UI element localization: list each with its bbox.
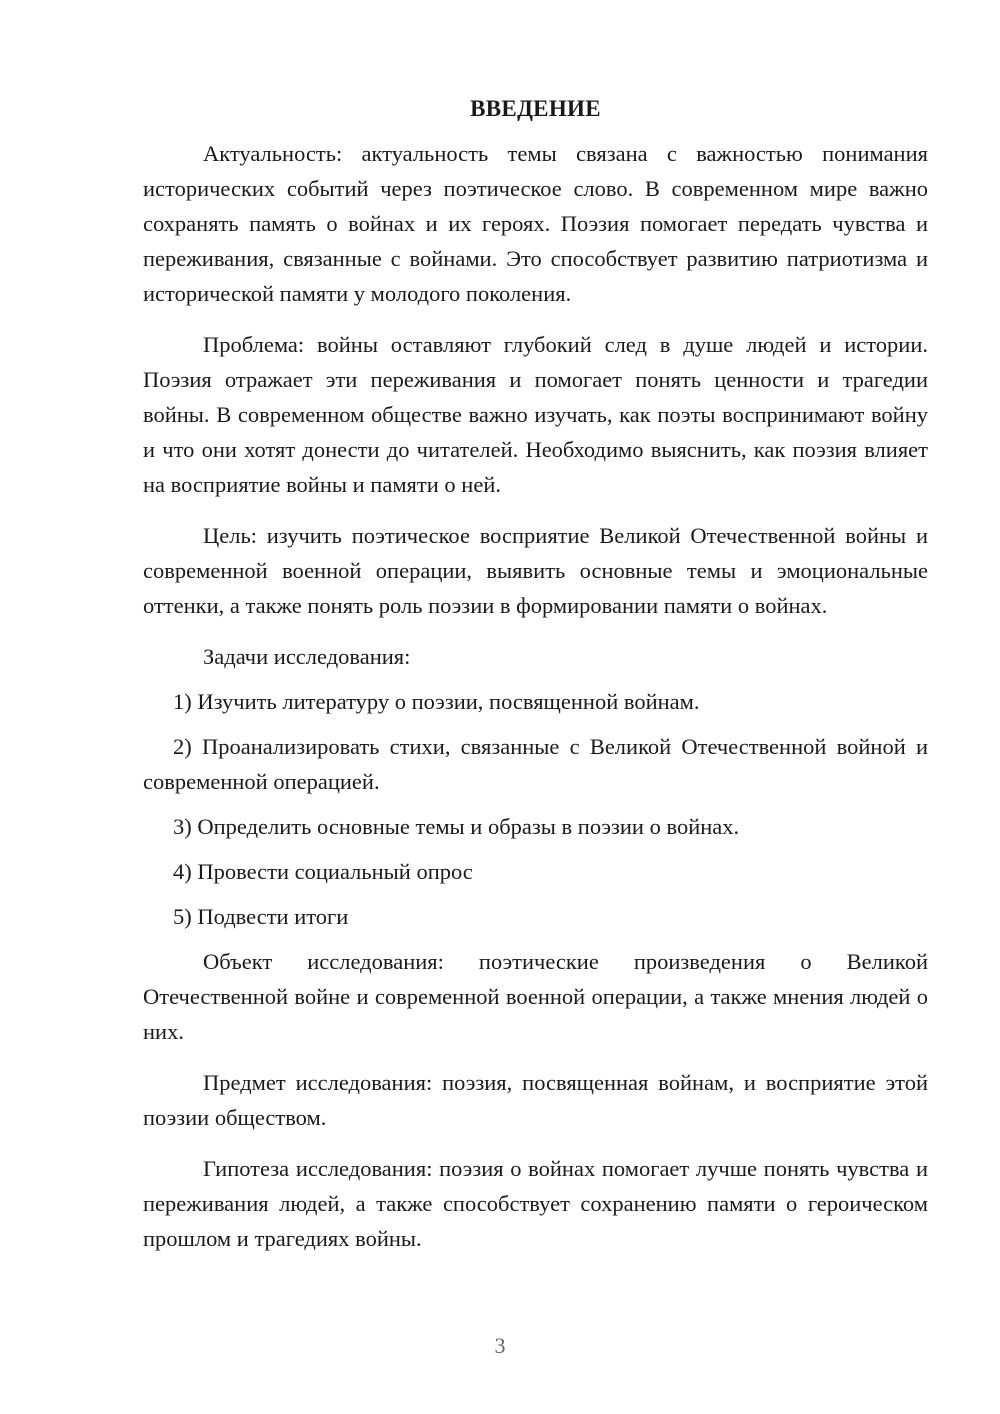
relevance-paragraph: Актуальность: актуальность темы связана с важностью понимания исторических событий через поэтическое слово. В современном мире важно сохранять память о войнах и их героях. Поэзия помогает передать чувства и переживания, связанные с войнами. Это способствует развитию патриотизма и исторической памяти у молодого поколения. — [143, 141, 928, 306]
subject-paragraph: Предмет исследования: поэзия, посвященная войнам, и восприятие этой поэзии обществом. — [143, 1070, 928, 1130]
document-page — [143, 92, 928, 1272]
problem-paragraph: Проблема: войны оставляют глубокий след в душе людей и истории. Поэзия отражает эти переживания и помогает понять ценности и трагедии войны. В современном обществе важно изучать, как поэты воспринимают войну и что они хотят донести до читателей. Необходимо выяснить, как поэзия влияет на восприятие войны и памяти о ней. — [143, 332, 928, 497]
goal-paragraph: Цель: изучить поэтическое восприятие Великой Отечественной войны и современной военной операции, выявить основные темы и эмоциональные оттенки, а также понять роль поэзии в формировании памяти о войнах. — [143, 523, 928, 618]
page-number: 3 — [494, 1333, 506, 1358]
hypothesis-paragraph: Гипотеза исследования: поэзия о войнах помогает лучше понять чувства и переживания людей, а также способствует сохранению памяти о героическом прошлом и трагедиях войны. — [143, 1156, 928, 1251]
section-heading: ВВЕДЕНИЕ — [470, 96, 601, 121]
tasks-list — [143, 684, 928, 934]
task-item: 3) Определить основные темы и образы в поэзии о войнах. — [173, 814, 740, 839]
object-paragraph: Объект исследования: поэтические произведения о Великой Отечественной войне и современной военной операции, а также мнения людей о них. — [143, 949, 928, 1044]
task-item: 2) Проанализировать стихи, связанные с Великой Отечественной войной и современной операцией. — [143, 734, 928, 794]
task-item: 4) Провести социальный опрос — [173, 859, 473, 884]
task-item: 1) Изучить литературу о поэзии, посвященной войнам. — [173, 689, 700, 714]
tasks-title: Задачи исследования: — [203, 644, 411, 669]
task-item: 5) Подвести итоги — [173, 904, 349, 929]
